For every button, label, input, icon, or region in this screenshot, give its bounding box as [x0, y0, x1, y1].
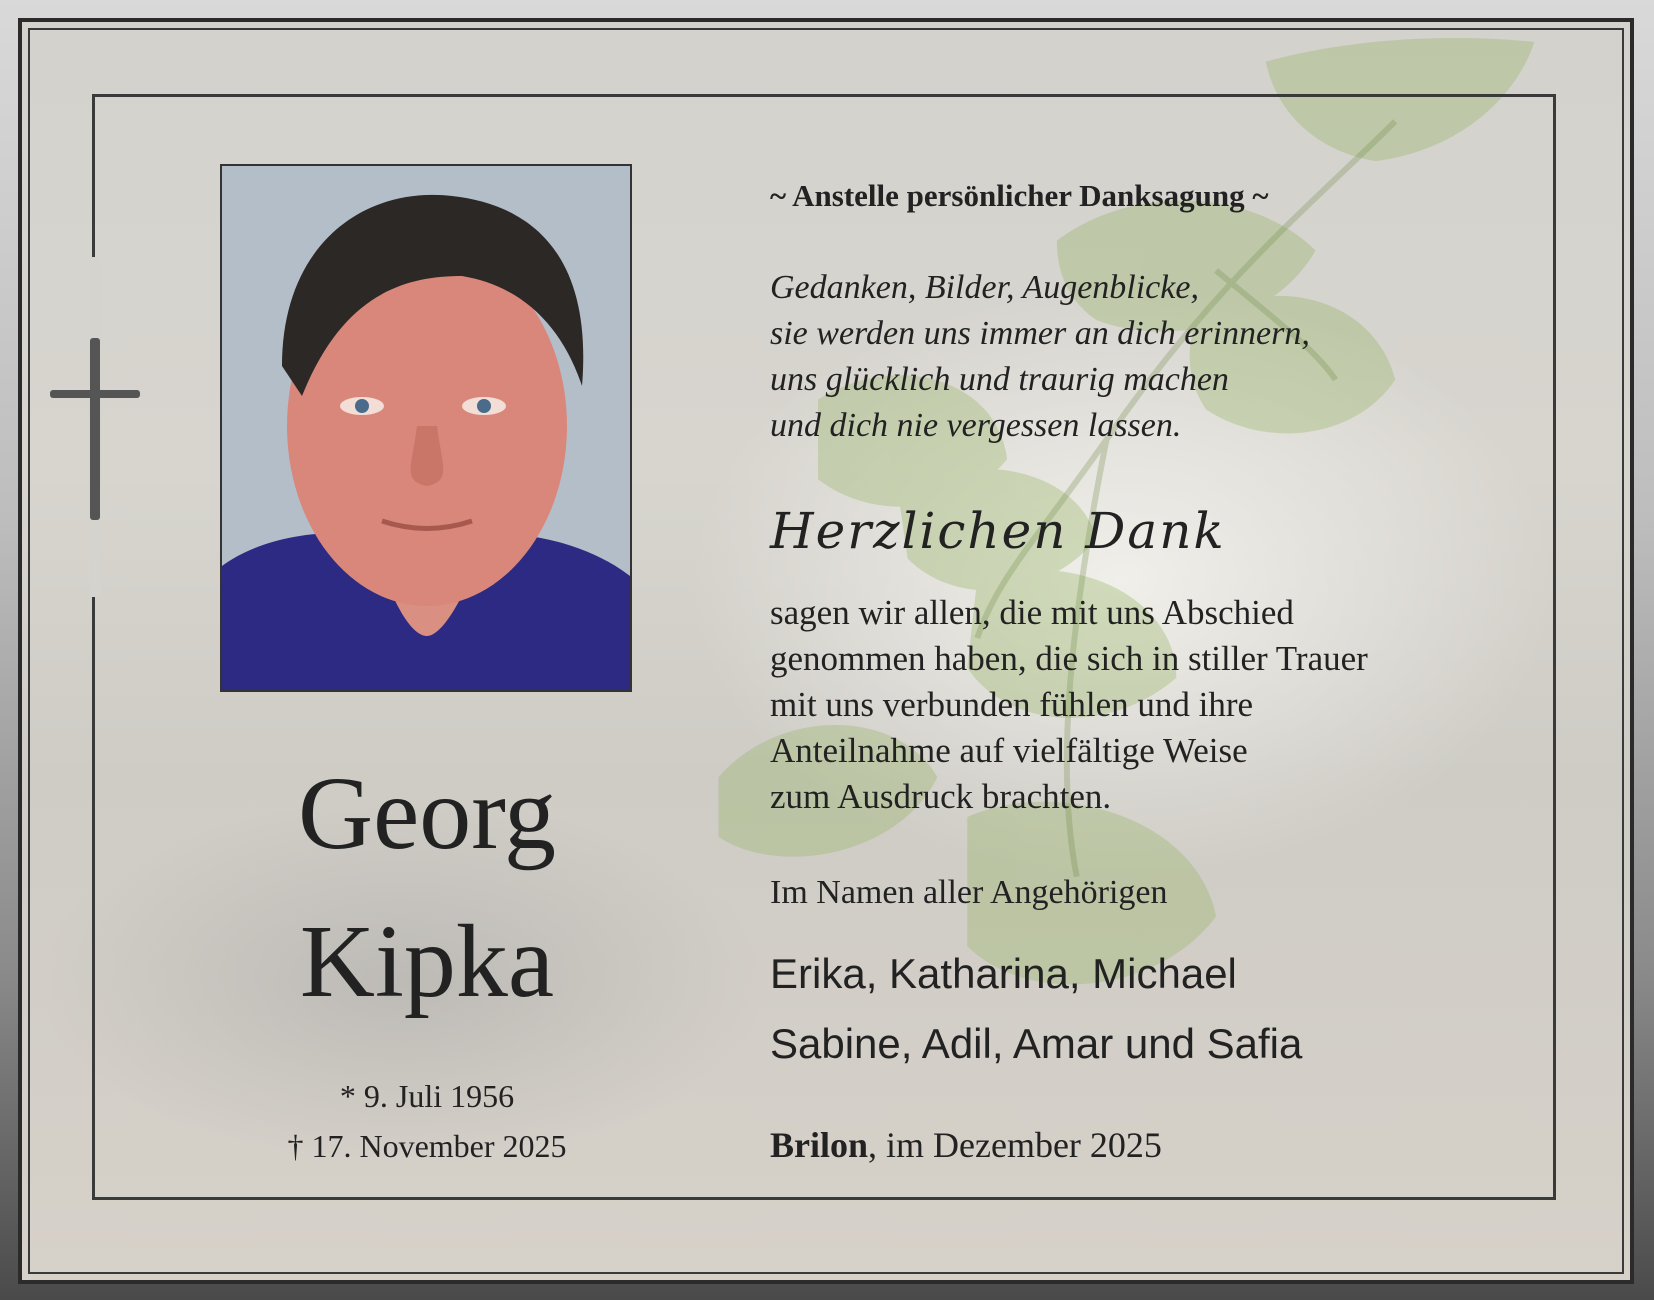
poem-line: uns glücklich und traurig machen [770, 361, 1229, 398]
headline: ~ Anstelle persönlicher Danksagung ~ [770, 178, 1269, 213]
poem [770, 265, 1310, 449]
poem-line: Gedanken, Bilder, Augenblicke, [770, 269, 1199, 306]
birth-date: * 9. Juli 1956 [339, 1078, 515, 1114]
body-line: genommen haben, die sich in stiller Trauer [770, 639, 1368, 678]
names-intro: Im Namen aller Angehörigen [770, 874, 1168, 911]
death-date: † 17. November 2025 [287, 1128, 567, 1164]
poem-line: und dich nie vergessen lassen. [770, 407, 1182, 444]
portrait-photo [220, 164, 632, 692]
body-line: zum Ausdruck brachten. [770, 777, 1112, 816]
body-line: mit uns verbunden fühlen und ihre [770, 685, 1254, 724]
thanks-title: Herzlichen Dank [770, 502, 1226, 560]
latin-cross-icon [50, 338, 140, 520]
place-name: Brilon [770, 1125, 869, 1165]
family-names-line: Sabine, Adil, Amar und Safia [770, 1020, 1303, 1067]
body-line: Anteilnahme auf vielfältige Weise [770, 731, 1248, 770]
last-name: Kipka [299, 904, 555, 1019]
obituary-card [18, 18, 1634, 1284]
place-date [770, 1124, 1162, 1166]
family-names-line: Erika, Katharina, Michael [770, 950, 1237, 997]
body-line: sagen wir allen, die mit uns Abschied [770, 593, 1294, 632]
thanks-body [770, 590, 1368, 820]
first-name: Georg [297, 756, 557, 871]
place-date-suffix: , im Dezember 2025 [868, 1125, 1162, 1165]
poem-line: sie werden uns immer an dich erinnern, [770, 315, 1310, 352]
